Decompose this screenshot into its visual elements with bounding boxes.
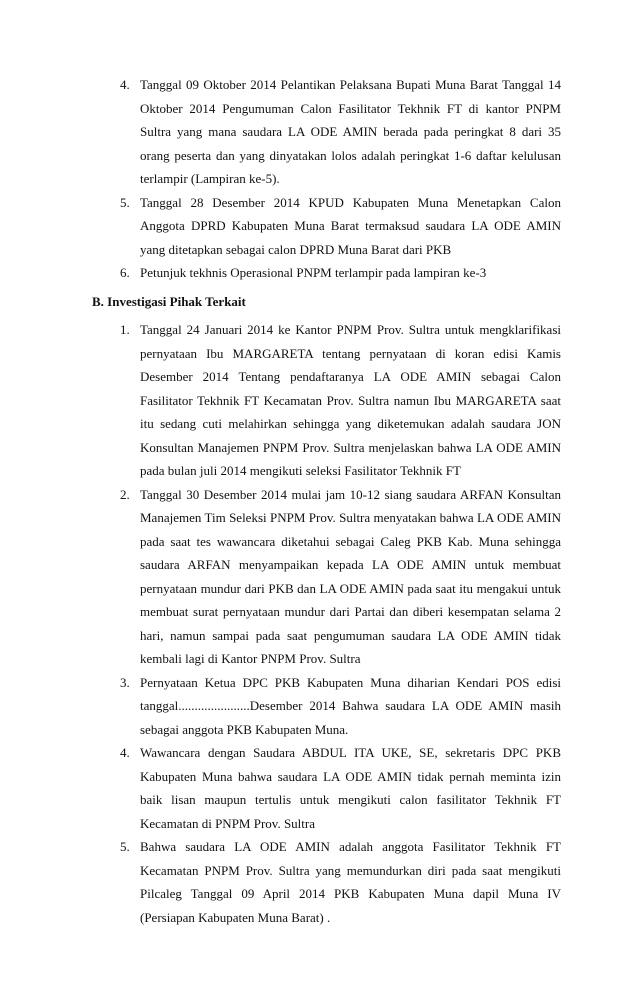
list-item-text: Tanggal 28 Desember 2014 KPUD Kabupaten Muna Menetapkan Calon Anggota DPRD Kabupaten Muna Barat termaksud saudara LA ODE AMIN yang ditetapkan sebagai calon DPRD Muna Barat dari PKB	[140, 194, 561, 257]
list-item	[0, 483, 638, 671]
list-item-number: 1.	[120, 322, 130, 337]
list-item-number: 2.	[120, 486, 130, 502]
list-item-number: 5.	[120, 839, 130, 854]
list-item	[0, 671, 638, 742]
list-item-number: 3.	[120, 674, 130, 690]
list-item-text: Tanggal 30 Desember 2014 mulai jam 10-12 siang saudara ARFAN Konsultan Manajemen Tim Seleksi PNPM Prov. Sultra menyatakan bahwa LA ODE AMIN pada saat tes wawancara diketahui sebagai Caleg PKB Kab. Muna sehingga saudara ARFAN menyampaikan kepada LA ODE AMIN untuk membuat pernyataan mundur dari PKB dan LA ODE AMIN pada saat itu mengakui untuk membuat surat pernyataan mundur dari Partai dan diberi kesempatan selama 2 hari, namun sampai pada saat pengumuman saudara LA ODE AMIN tidak kembali lagi di Kantor PNPM Prov. Sultra	[140, 486, 561, 666]
list-item-number: 4.	[120, 77, 130, 92]
list-item	[0, 835, 638, 929]
list-item-text: Tanggal 09 Oktober 2014 Pelantikan Pelaksana Bupati Muna Barat Tanggal 14 Oktober 2014 Pengumuman Calon Fasilitator Tekhnik FT di kantor PNPM Sultra yang mana saudara LA ODE AMIN berada pada peringkat 8 dari 35 orang peserta dan yang dinyatakan lolos adalah peringkat 1-6 daftar kelulusan terlampir (Lampiran ke-5).	[140, 77, 561, 186]
list-item	[0, 261, 638, 285]
list-item-text: Petunjuk tekhnis Operasional PNPM terlampir pada lampiran ke-3	[140, 265, 487, 280]
list-item-text: Pernyataan Ketua DPC PKB Kabupaten Muna diharian Kendari POS edisi tanggal......................Desember 2014 Bahwa saudara LA ODE AMIN masih sebagai anggota PKB Kabupaten Muna.	[140, 674, 561, 737]
list-item	[0, 741, 638, 835]
investigation-list	[0, 318, 638, 929]
list-item-number: 4.	[120, 745, 130, 760]
list-item-number: 5.	[120, 194, 130, 210]
section-heading: B. Investigasi Pihak Terkait	[92, 294, 246, 309]
list-item-text: Tanggal 24 Januari 2014 ke Kantor PNPM Prov. Sultra untuk mengklarifikasi pernyataan Ibu MARGARETA tentang pernyataan di koran edisi Kamis Desember 2014 Tentang pendaftaranya LA ODE AMIN sebagai Calon Fasilitator Tekhnik FT Kecamatan Prov. Sultra namun Ibu MARGARETA saat itu sedang cuti melahirkan sehingga yang diketemukan adalah saudara JON Konsultan Manajemen PNPM Prov. Sultra menjelaskan bahwa LA ODE AMIN pada bulan juli 2014 mengikuti seleksi Fasilitator Tekhnik FT	[140, 322, 561, 478]
list-item-number: 6.	[120, 265, 130, 280]
list-item	[0, 318, 638, 483]
list-item-text: Wawancara dengan Saudara ABDUL ITA UKE, SE, sekretaris DPC PKB Kabupaten Muna bahwa saudara LA ODE AMIN tidak pernah meminta izin baik lisan maupun tertulis untuk mengikuti calon fasilitator Tekhnik FT Kecamatan di PNPM Prov. Sultra	[140, 745, 561, 831]
list-item	[0, 191, 638, 262]
list-item	[0, 73, 638, 191]
numbered-list-continued	[0, 73, 638, 285]
list-item-text: Bahwa saudara LA ODE AMIN adalah anggota Fasilitator Tekhnik FT Kecamatan PNPM Prov. Sultra yang memundurkan diri pada saat mengikuti Pilcaleg Tanggal 09 April 2014 PKB Kabupaten Muna dapil Muna IV (Persiapan Kabupaten Muna Barat) .	[140, 839, 561, 925]
